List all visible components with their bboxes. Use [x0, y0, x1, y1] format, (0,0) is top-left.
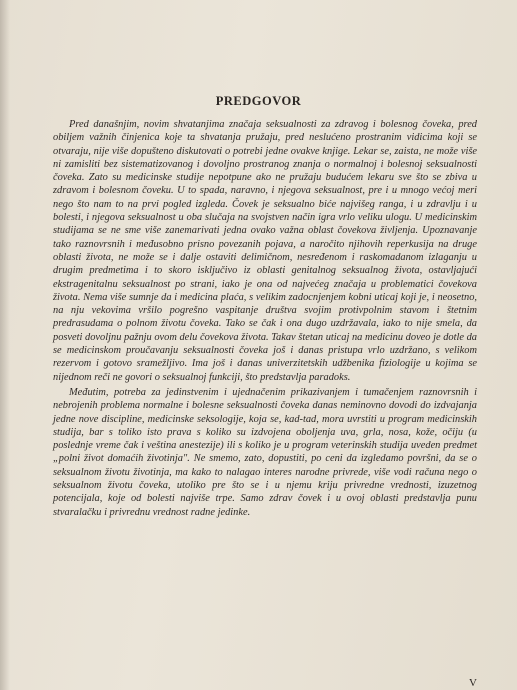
paragraph-2: Međutim, potreba za jedinstvenim i ujednačenim prikazivanjem i tumačenjem raznovrsnih i nebrojenih problema normalne i bolesne seksualnosti čoveka danas neminovno dovodi do izdvajanja jedne nove discipline, medicinske seksologije, koja se, kad-tad, mora uvrstiti u program medicinskih studija, bar s toliko isto prava s koliko su izdvojena oboljenja uva, grla, nosa, kože, očiju (u poslednje vreme čak i veština anestezije) ili s koliko je u program veterinskih studija uveden predmet „polni život domaćih životinja". Ne smemo, zato, dopustiti, po ceni da izgledamo površni, da se o seksualnom životu životinja, ma kako to nalagao interes narodne privrede, više vodi računa nego o seksualnom životu čoveka, utoliko pre što se i u njemu kriju privredne vrednosti, izuzetnog potencijala, koje od bolesti najviše trpe. Samo zdrav čovek i u ovoj oblasti predstavlja punu stvaralačku i privrednu vrednost radne jedinke.: [53, 386, 477, 518]
paragraph-1: Pred današnjim, novim shvatanjima značaja seksualnosti za zdravog i bolesnog čoveka, pred obiljem važnih činjenica koje ta shvatanja pružaju, pred neslućeno prostranim vidicima koji se otvaraju, nije više dopušteno diskutovati o potrebi jedne ovakve knjige. Lekar se, zaista, ne može više ni zamisliti bez sistematizovanog i dovoljno prostranog znanja o normalnoj i bolesnoj seksualnosti čoveka. Zato su medicinske studije nepotpune ako ne pružaju budućem lekaru sve što se zbiva u zdravom i bolesnom čoveku. U to spada, naravno, i njegova seksualnost, pre i u mnogo većoj meri nego što nam to na prvi pogled izgleda. Čovek je seksualno biće najvišeg ranga, i u zdravlju i u bolesti, i njegova seksualnost u oba slučaja na svojstven način igra vrlo veliku ulogu. U medicinskim studijama se ne sme više zanemarivati jedna ovako važna oblast čovekova življenja. Upoznavanje tako raznovrsnih i međusobno prisno povezanih pojava, a naročito njihovih reperkusija na druge oblasti života, ne može se i dalje ostaviti delimičnom, nesređenom i raskomadanom izlaganju u drugim predmetima i to skoro isključivo iz oblasti genitalnog seksualnog života, ostavljajući ekstragenitalnu seksualnost po strani, iako je ona od najvećeg značaja u problematici čovekova života. Nema više sumnje da i medicina plaća, s velikim zadocnjenjem kobni uticaj koji je, i neosetno, na nju vekovima vršilo pogrešno vaspitanje društva svojim protivpolnim stavom i štetnim predrasudama o polnom životu čoveka. Tako se čak i ona dugo uzdržavala, iako to nije smela, da posveti dovoljnu pažnju ovom delu čovekova života. Takav štetan uticaj na medicinu doveo je dotle da se medicinskom proučavanju seksualnosti čoveka još i danas pristupa vrlo uzdržano, s velikom rezervom i gotovo sramežljivo. Ima još i danas univerzitetskih udžbenika fiziologije u kojima se nijednom reči ne govori o seksualnoj funkciji, što predstavlja paradoks.: [53, 119, 477, 383]
body-text: [53, 118, 477, 519]
page-number: V: [469, 677, 477, 689]
page-title: PREDGOVOR: [215, 94, 302, 108]
